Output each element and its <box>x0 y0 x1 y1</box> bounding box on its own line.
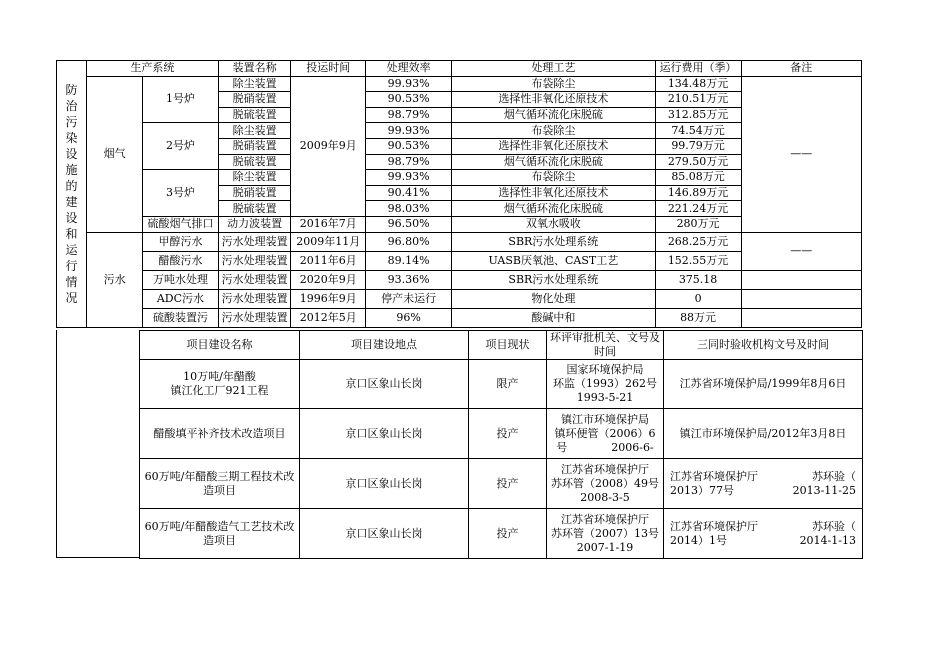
project-location: 京口区象山长岗 <box>300 509 469 559</box>
start-date: 1996年9月 <box>291 289 366 308</box>
project-name: 10万吨/年醋酸 镇江化工厂921工程 <box>140 360 300 409</box>
acceptance-content <box>664 470 862 498</box>
efficiency: 90.41% <box>366 185 452 201</box>
start-date: 2020年9月 <box>291 270 366 289</box>
efficiency: 90.53% <box>366 92 452 108</box>
note-cell <box>741 289 861 308</box>
device-name: 脱硝装置 <box>218 185 291 201</box>
project-name: 60万吨/年醋酸造气工艺技术改造项目 <box>140 509 300 559</box>
efficiency: 99.93% <box>366 170 452 186</box>
device-name: 除尘装置 <box>218 170 291 186</box>
efficiency: 98.79% <box>366 154 452 170</box>
project-acceptance <box>664 509 863 559</box>
process: 布袋除尘 <box>452 170 655 186</box>
acceptance-left: 江苏省环境保护局/1999年8月6日 <box>679 377 847 390</box>
acceptance-right: 苏环验（ 2013-11-25 <box>792 469 856 497</box>
cost: 134.48万元 <box>655 76 741 92</box>
process: SBR污水处理系统 <box>452 232 655 251</box>
start-date: 2012年5月 <box>291 308 366 327</box>
device-name: 污水处理装置 <box>218 308 291 327</box>
water-system: 万吨水处理 <box>143 270 219 289</box>
project-eia: 镇江市环境保护局 镇环便管（2006）6 号 2006-6- <box>547 409 664 459</box>
project-table <box>139 330 863 559</box>
water-system: 甲醇污水 <box>143 232 219 251</box>
smoke-note: —— <box>741 76 861 232</box>
efficiency: 96.50% <box>366 216 452 232</box>
project-acceptance <box>664 459 863 509</box>
device-name: 脱硫装置 <box>218 154 291 170</box>
project-location: 京口区象山长岗 <box>300 409 469 459</box>
device-name: 除尘装置 <box>218 123 291 139</box>
cost: 221.24万元 <box>655 201 741 217</box>
start-date: 2016年7月 <box>291 216 366 232</box>
efficiency: 98.79% <box>366 107 452 123</box>
process: 烟气循环流化床脱硫 <box>452 154 655 170</box>
efficiency: 98.03% <box>366 201 452 217</box>
acceptance-content <box>664 520 862 548</box>
acceptance-content <box>664 377 862 391</box>
left-border-block <box>56 330 139 558</box>
process: 选择性非氧化还原技术 <box>452 92 655 108</box>
efficiency: 停产未运行 <box>366 289 452 308</box>
group-water: 污水 <box>87 232 143 327</box>
acceptance-left: 江苏省环境保护厅 2013）77号 <box>670 469 758 497</box>
project-status: 限产 <box>469 360 547 409</box>
process: 选择性非氧化还原技术 <box>452 185 655 201</box>
device-name: 污水处理装置 <box>218 289 291 308</box>
process: 选择性非氧化还原技术 <box>452 138 655 154</box>
project-location: 京口区象山长岗 <box>300 360 469 409</box>
efficiency: 99.93% <box>366 76 452 92</box>
efficiency: 96% <box>366 308 452 327</box>
water-system: ADC污水 <box>143 289 219 308</box>
device-name: 污水处理装置 <box>218 232 291 251</box>
cost: 268.25万元 <box>655 232 741 251</box>
process: 双氧水吸收 <box>452 216 655 232</box>
header-cost: 运行费用（季） <box>655 61 741 77</box>
cost: 88万元 <box>655 308 741 327</box>
cost: 99.79万元 <box>655 138 741 154</box>
header-start: 投运时间 <box>291 61 366 77</box>
cost: 279.50万元 <box>655 154 741 170</box>
project-name: 醋酸填平补齐技术改造项目 <box>140 409 300 459</box>
proj-header-name: 项目建设名称 <box>140 331 300 360</box>
device-name: 除尘装置 <box>218 76 291 92</box>
device-name: 污水处理装置 <box>218 251 291 270</box>
start-date: 2011年6月 <box>291 251 366 270</box>
note-cell <box>741 308 861 327</box>
efficiency: 99.93% <box>366 123 452 139</box>
project-location: 京口区象山长岗 <box>300 459 469 509</box>
device-name: 脱硫装置 <box>218 107 291 123</box>
project-eia: 江苏省环境保护厅 苏环管（2007）13号 2007-1-19 <box>547 509 664 559</box>
process: 物化处理 <box>452 289 655 308</box>
process: 烟气循环流化床脱硫 <box>452 107 655 123</box>
efficiency: 93.36% <box>366 270 452 289</box>
efficiency: 96.80% <box>366 232 452 251</box>
proj-header-location: 项目建设地点 <box>300 331 469 360</box>
cost: 85.08万元 <box>655 170 741 186</box>
water-system: 硫酸装置污 <box>143 308 219 327</box>
project-status: 投产 <box>469 509 547 559</box>
smoke-start: 2009年9月 <box>291 76 366 216</box>
efficiency: 90.53% <box>366 138 452 154</box>
cost: 146.89万元 <box>655 185 741 201</box>
project-eia: 国家环境保护局 环监（1993）262号 1993-5-21 <box>547 360 664 409</box>
project-acceptance <box>664 409 863 459</box>
device-name: 脱硝装置 <box>218 92 291 108</box>
process: 布袋除尘 <box>452 123 655 139</box>
project-eia: 江苏省环境保护厅 苏环管（2008）49号 2008-3-5 <box>547 459 664 509</box>
header-process: 处理工艺 <box>452 61 655 77</box>
device-name: 脱硝装置 <box>218 138 291 154</box>
pollution-facility-table <box>56 60 862 328</box>
acid-system: 硫酸烟气排口 <box>143 216 219 232</box>
project-status: 投产 <box>469 459 547 509</box>
device-name: 脱硫装置 <box>218 201 291 217</box>
process: 烟气循环流化床脱硫 <box>452 201 655 217</box>
header-eff: 处理效率 <box>366 61 452 77</box>
project-status: 投产 <box>469 409 547 459</box>
proj-header-status: 项目现状 <box>469 331 547 360</box>
acceptance-right: 苏环验（ 2014-1-13 <box>799 519 856 547</box>
start-date: 2009年11月 <box>291 232 366 251</box>
project-name: 60万吨/年醋酸三期工程技术改造项目 <box>140 459 300 509</box>
side-title: 防治污染设施的建设和运行情况 <box>57 61 87 328</box>
efficiency: 89.14% <box>366 251 452 270</box>
note-cell <box>741 270 861 289</box>
cost: 312.85万元 <box>655 107 741 123</box>
header-device: 装置名称 <box>218 61 291 77</box>
project-acceptance <box>664 360 863 409</box>
header-note: 备注 <box>741 61 861 77</box>
cost: 375.18 <box>655 270 741 289</box>
group-smoke: 烟气 <box>87 76 143 232</box>
device-name: 动力波装置 <box>218 216 291 232</box>
process: 酸碱中和 <box>452 308 655 327</box>
acceptance-left: 江苏省环境保护厅 2014）1号 <box>670 519 758 547</box>
process: UASB厌氧池、CAST工艺 <box>452 251 655 270</box>
process: SBR污水处理系统 <box>452 270 655 289</box>
furnace-label: 1号炉 <box>143 76 219 123</box>
device-name: 污水处理装置 <box>218 270 291 289</box>
acceptance-left: 镇江市环境保护局/2012年3月8日 <box>679 426 847 440</box>
furnace-label: 2号炉 <box>143 123 219 170</box>
cost: 74.54万元 <box>655 123 741 139</box>
water-note: —— <box>741 232 861 270</box>
cost: 280万元 <box>655 216 741 232</box>
proj-header-acceptance: 三同时验收机构文号及时间 <box>664 331 863 360</box>
furnace-label: 3号炉 <box>143 170 219 217</box>
proj-header-eia: 环评审批机关、文号及时间 <box>547 331 664 360</box>
cost: 0 <box>655 289 741 308</box>
cost: 152.55万元 <box>655 251 741 270</box>
process: 布袋除尘 <box>452 76 655 92</box>
water-system: 醋酸污水 <box>143 251 219 270</box>
acceptance-content <box>664 427 862 441</box>
header-system: 生产系统 <box>87 61 219 77</box>
cost: 210.51万元 <box>655 92 741 108</box>
